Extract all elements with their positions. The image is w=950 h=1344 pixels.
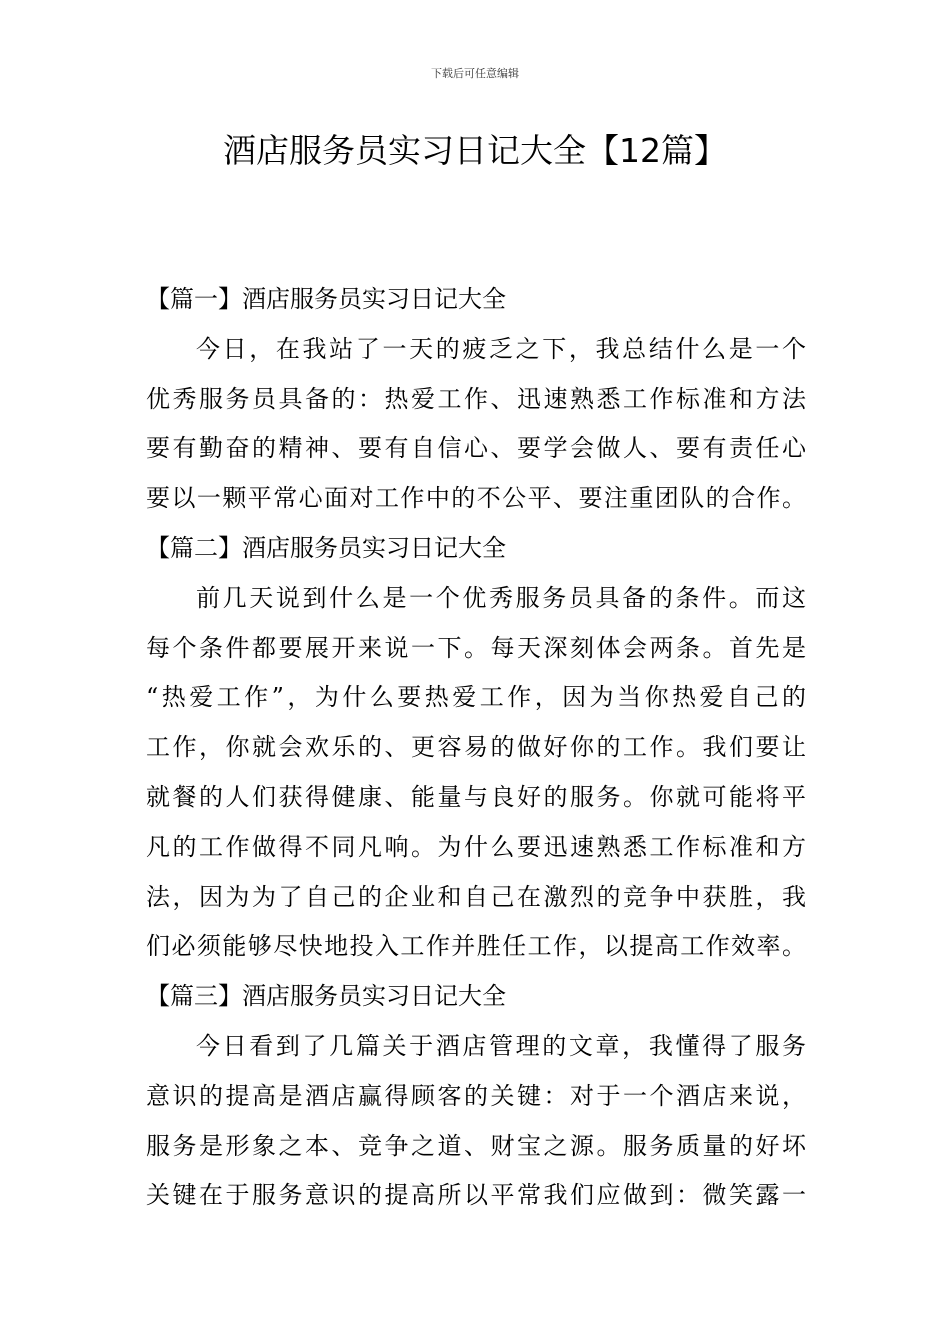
paragraph-line: 前几天说到什么是一个优秀服务员具备的条件。而这 [196, 583, 806, 612]
paragraph-line: 每个条件都要展开来说一下。每天深刻体会两条。首先是 [146, 633, 806, 662]
paragraph-line: 今日看到了几篇关于酒店管理的文章，我懂得了服务 [196, 1031, 806, 1060]
paragraph-line: 要有勤奋的精神、要有自信心、要学会做人、要有责任心 [146, 434, 806, 463]
paragraph-line: 今日，在我站了一天的疲乏之下，我总结什么是一个 [196, 334, 806, 363]
paragraph-line: 工作，你就会欢乐的、更容易的做好你的工作。我们要让 [146, 733, 806, 762]
paragraph-line: 凡的工作做得不同凡响。为什么要迅速熟悉工作标准和方 [146, 832, 806, 861]
document-body [146, 275, 806, 1221]
paragraph-line: 关键在于服务意识的提高所以平常我们应做到：微笑露一 [146, 1181, 806, 1210]
paragraph-line: 服务是形象之本、竞争之道、财宝之源。服务质量的好坏 [146, 1131, 806, 1160]
section-heading-2: 【篇二】酒店服务员实习日记大全 [146, 533, 506, 562]
paragraph-line: 法，因为为了自己的企业和自己在激烈的竞争中获胜，我 [146, 882, 806, 911]
section-heading-3: 【篇三】酒店服务员实习日记大全 [146, 982, 506, 1011]
paragraph-line: 们必须能够尽快地投入工作并胜任工作，以提高工作效率。 [146, 932, 806, 961]
paragraph-line: 优秀服务员具备的：热爱工作、迅速熟悉工作标准和方法 [146, 384, 806, 413]
paragraph-line: 意识的提高是酒店赢得顾客的关键：对于一个酒店来说， [146, 1081, 806, 1110]
header-note: 下载后可任意编辑 [431, 67, 519, 80]
paragraph-line: 就餐的人们获得健康、能量与良好的服务。你就可能将平 [146, 782, 806, 811]
paragraph-line: 要以一颗平常心面对工作中的不公平、要注重团队的合作。 [146, 484, 806, 513]
paragraph-line: “热爱工作”，为什么要热爱工作，因为当你热爱自己的 [146, 683, 806, 712]
section-heading-1: 【篇一】酒店服务员实习日记大全 [146, 285, 506, 313]
document-title: 酒店服务员实习日记大全【12篇】 [223, 131, 727, 170]
